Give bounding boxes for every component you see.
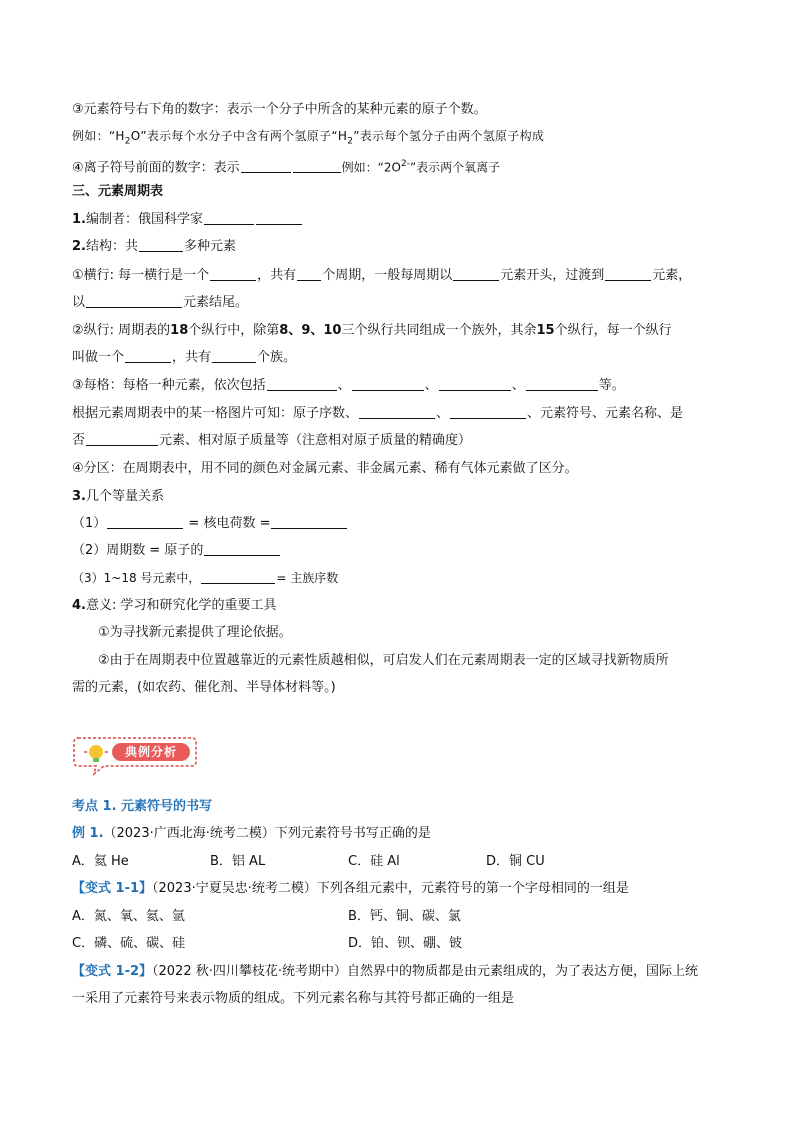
line-columns: ②纵行: 周期表的18个纵行中，除第8、9、10三个纵行共同组成一个族外，其余15个纵行，每一个纵行 xyxy=(72,323,672,338)
blank[interactable] xyxy=(297,266,321,281)
blank[interactable] xyxy=(605,266,651,281)
blank[interactable] xyxy=(125,348,171,363)
line-relation-1: （1） = 核电荷数 = xyxy=(72,514,348,534)
line-cell-info: 根据元素周期表中的某一格图片可知：原子序数、 、 、元素符号、元素名称、是 xyxy=(72,406,684,421)
line-significance-1: ①为寻找新元素提供了理论依据。 xyxy=(98,625,292,640)
blank[interactable] xyxy=(86,293,182,308)
variant-1-1-question: 【变式 1-1】（2023·宁夏吴忠·统考二模）下列各组元素中，元素符号的第一个字母相同的一组是 xyxy=(72,881,629,896)
blank[interactable] xyxy=(204,210,254,225)
variant-1-2-question: 【变式 1-2】（2022 秋·四川攀枝花·统考期中）自然界中的物质都是由元素组成的，为了表达方便，国际上统 xyxy=(72,964,698,979)
variant-1-2-question-end: 一采用了元素符号来表示物质的组成。下列元素名称与其符号都正确的一组是 xyxy=(72,991,515,1006)
topic-heading: 考点 1. 元素符号的书写 xyxy=(72,799,213,814)
option-b[interactable]: B．钙、铜、碳、氯 xyxy=(348,909,461,924)
line-significance: 4.意义: 学习和研究化学的重要工具 xyxy=(72,598,277,613)
blank[interactable] xyxy=(450,404,526,419)
blank[interactable] xyxy=(86,431,158,446)
badge-label: 典例分析 xyxy=(124,745,177,759)
line-cell-info-end: 否 元素、相对原子质量等（注意相对原子质量的精确度） xyxy=(72,433,472,448)
line-equal-relations-heading: 3.几个等量关系 xyxy=(72,489,164,504)
option-a[interactable]: A．氮、氧、氦、氩 xyxy=(72,909,185,924)
blank[interactable] xyxy=(453,266,499,281)
line-significance-2: ②由于在周期表中位置越靠近的元素性质越相似，可启发人们在元素周期表一定的区域寻找新物质所 xyxy=(98,653,669,668)
line-zones: ④分区：在周期表中，用不同的颜色对金属元素、非金属元素、稀有气体元素做了区分。 xyxy=(72,461,578,476)
lightbulb-icon xyxy=(89,745,103,759)
blank[interactable] xyxy=(204,541,280,556)
line-subscript-meaning: ③元素符号右下角的数字：表示一个分子中所含的某种元素的原子个数。 xyxy=(72,102,487,117)
blank[interactable] xyxy=(439,376,511,391)
blank[interactable] xyxy=(359,404,435,419)
line-significance-2-end: 需的元素，(如农药、催化剂、半导体材料等。) xyxy=(72,680,336,695)
blank[interactable] xyxy=(107,514,183,529)
section-heading-periodic-table: 三、元素周期表 xyxy=(72,184,164,199)
example-analysis-badge xyxy=(72,732,200,776)
option-d[interactable]: D．铂、钡、硼、铍 xyxy=(348,936,463,951)
blank[interactable] xyxy=(241,158,291,173)
blank[interactable] xyxy=(293,158,341,173)
option-d[interactable]: D．铜 CU xyxy=(486,854,545,869)
option-c[interactable]: C．磷、硫、碳、硅 xyxy=(72,936,186,951)
blank[interactable] xyxy=(271,514,347,529)
blank[interactable] xyxy=(139,237,183,252)
blank[interactable] xyxy=(212,348,256,363)
line-columns-end: 叫做一个 ，共有 个族。 xyxy=(72,350,297,365)
line-relation-3: （3）1~18 号元素中， = 主族序数 xyxy=(72,571,339,585)
blank[interactable] xyxy=(267,376,337,391)
blank[interactable] xyxy=(256,210,302,225)
blank[interactable] xyxy=(352,376,424,391)
line-cells: ③每格：每格一种元素，依次包括 、 、 、 等。 xyxy=(72,378,625,393)
option-a[interactable]: A．氦 He xyxy=(72,854,129,869)
line-ion-coefficient: ④离子符号前面的数字：表示 例如：“$2O^{2-}$”表示两个氧离子 xyxy=(72,159,501,176)
line-rows: ①横行: 每一横行是一个 ，共有 个周期，一般每周期以 元素开头，过渡到 元素， xyxy=(72,268,692,283)
line-relation-2: （2）周期数 = 原子的 xyxy=(72,541,281,561)
example-1-question: 例 1.（2023·广西北海·统考二模）下列元素符号书写正确的是 xyxy=(72,826,431,841)
blank[interactable] xyxy=(526,376,598,391)
line-example-h2o: 例如：“$H_2O$”表示每个水分子中含有两个氢原子“$H_2$”表示每个氢分子由两个氢原子构成 xyxy=(72,129,545,147)
blank[interactable] xyxy=(201,569,275,584)
line-compiler: 1.编制者：俄国科学家 xyxy=(72,210,303,230)
line-structure: 2.结构：共 多种元素 xyxy=(72,239,237,254)
line-rows-end: 以 元素结尾。 xyxy=(72,295,249,310)
blank[interactable] xyxy=(210,266,256,281)
option-c[interactable]: C．硅 Al xyxy=(348,854,400,869)
option-b[interactable]: B．铝 AL xyxy=(210,854,266,869)
